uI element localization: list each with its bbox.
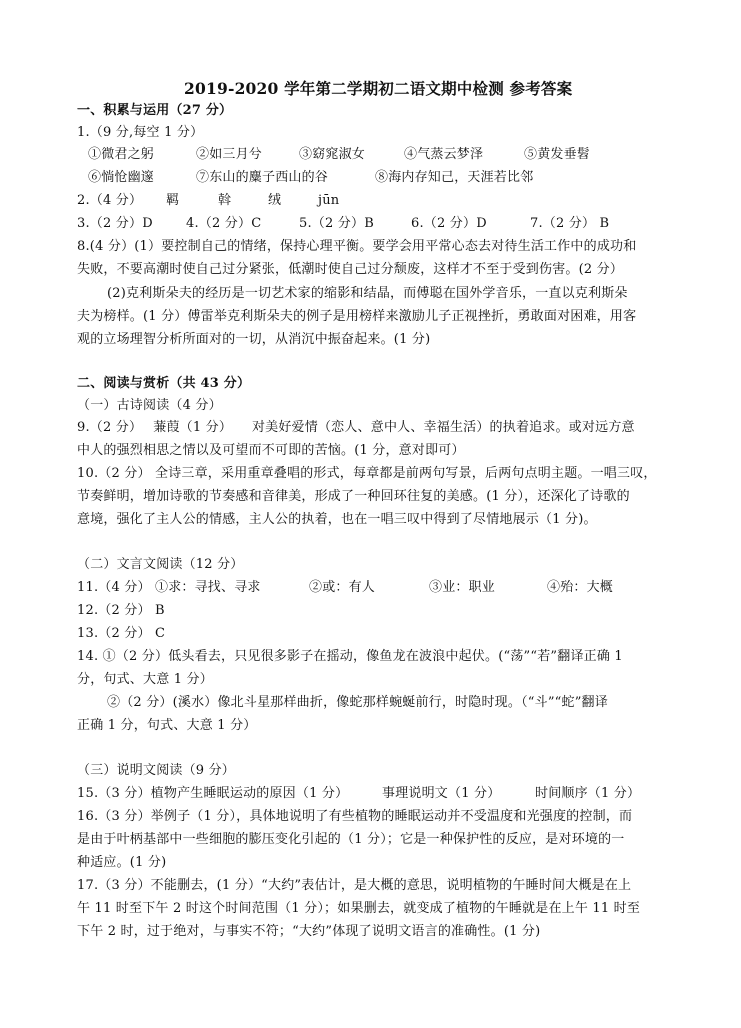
q6-answer: 6.（2 分）D — [411, 216, 487, 231]
q1-answer: ⑤黄发垂髫 — [524, 147, 591, 162]
q5-answer: 5.（2 分）B — [299, 216, 374, 231]
q2-head: 2.（4 分） — [77, 193, 143, 208]
q1-answer: ⑥惝怆幽邃 — [88, 170, 155, 185]
q14-line: ②（2 分）(溪水）像北斗星那样曲折，像蛇那样蜿蜒前行，时隐时现。（“斗”“蛇”翻译 — [107, 695, 608, 710]
q15-answer: 事理说明文（1 分） — [382, 786, 501, 801]
subsection-heading: （二）文言文阅读（12 分） — [77, 557, 244, 572]
subsection-heading: （一）古诗阅读（4 分） — [77, 398, 222, 413]
q2-answer: 羁 — [166, 193, 180, 208]
q9-line: 9.（2 分） 蒹葭（1 分） 对美好爱情（恋人、意中人、幸福生活）的执着追求。或对远方意 — [77, 420, 635, 435]
q4-answer: 4.（2 分）C — [186, 216, 262, 231]
q13-answer: 13.（2 分） C — [77, 626, 166, 641]
q7-answer: 7.（2 分） B — [530, 216, 610, 231]
q11-answer: ②或：有人 — [309, 580, 376, 595]
q1-answer: ②如三月兮 — [196, 147, 263, 162]
q1-answer: ③窈窕淑女 — [299, 147, 366, 162]
q16-line: 种适应。(1 分) — [77, 855, 167, 870]
q8-line: (2)克利斯朵夫的经历是一切艺术家的缩影和结晶，而傅聪在国外学音乐，一直以克利斯朵 — [107, 286, 628, 301]
section-2-heading: 二、阅读与赏析（共 43 分） — [77, 376, 251, 391]
q8-line: 夫为榜样。(1 分）傅雷举克利斯朵夫的例子是用榜样来激励儿子正视挫折，勇敢面对困难，用客 — [77, 309, 637, 324]
q8-line: 观的立场理智分析所面对的一切，从消沉中振奋起来。(1 分) — [77, 332, 431, 347]
q10-line: 意境，强化了主人公的情感，主人公的执着，也在一唱三叹中得到了尽情地展示（1 分)。 — [77, 512, 597, 527]
q11-answer: ④殆：大概 — [547, 580, 614, 595]
q1-answer: ⑦东山的麋子西山的谷 — [196, 170, 329, 185]
q14-line: 14. ①（2 分）低头看去，只见很多影子在摇动，像鱼龙在波浪中起伏。(“荡”“若”翻译正确 1 — [77, 649, 623, 664]
q14-line: 分，句式、大意 1 分） — [77, 672, 213, 687]
q10-line: 节奏鲜明，增加诗歌的节奏感和音律美，形成了一种回环往复的美感。(1 分），还深化了诗歌的 — [77, 489, 630, 504]
q11-answer: ③业：职业 — [429, 580, 496, 595]
q1-answer: ①微君之躬 — [88, 147, 155, 162]
q2-answer: 绒 — [268, 193, 282, 208]
q15-answer: 15.（3 分）植物产生睡眠运动的原因（1 分） — [77, 786, 349, 801]
subsection-heading: （三）说明文阅读（9 分） — [77, 763, 236, 778]
q1-head: 1.（9 分,每空 1 分） — [77, 125, 204, 140]
section-1-heading: 一、积累与运用（27 分） — [77, 103, 233, 118]
q16-line: 16.（3 分）举例子（1 分），具体地说明了有些植物的睡眠运动并不受温度和光强度的控制，而 — [77, 809, 633, 824]
q15-answer: 时间顺序（1 分） — [535, 786, 641, 801]
q3-answer: 3.（2 分）D — [77, 216, 153, 231]
q2-answer: jūn — [318, 193, 340, 208]
q1-answer: ④气蒸云梦泽 — [404, 147, 484, 162]
q9-line: 中人的强烈相思之情以及可望而不可即的苦恼。(1 分，意对即可） — [77, 443, 465, 458]
q17-line: 17.（3 分）不能删去，(1 分）“大约”表估计，是大概的意思，说明植物的午睡时间大概是在上 — [77, 878, 632, 893]
page-title: 2019-2020 学年第二学期初二语文期中检测 参考答案 — [184, 79, 573, 98]
q17-line: 午 11 时至下午 2 时这个时间范围（1 分）；如果删去，就变成了植物的午睡就是在上午 11 时至 — [77, 901, 641, 916]
q17-line: 下午 2 时，过于绝对，与事实不符；“大约”体现了说明文语言的准确性。(1 分) — [77, 924, 541, 939]
q11-answer: 11.（4 分） ①求：寻找、寻求 — [77, 580, 261, 595]
q14-line: 正确 1 分，句式、大意 1 分） — [77, 718, 257, 733]
q8-line: 失败，不要高潮时使自己过分紧张，低潮时使自己过分颓废，这样才不至于受到伤害。(2 分） — [77, 262, 624, 277]
q10-line: 10.（2 分） 全诗三章，采用重章叠唱的形式，每章都是前两句写景，后两句点明主题。一唱三叹， — [77, 466, 657, 481]
q16-line: 是由于叶柄基部中一些细胞的膨压变化引起的（1 分）；它是一种保护性的反应，是对环境的一 — [77, 832, 625, 847]
q1-answer: ⑧海内存知己，天涯若比邻 — [375, 170, 534, 185]
q2-answer: 斡 — [218, 193, 232, 208]
q12-answer: 12.（2 分） B — [77, 603, 165, 618]
q8-line: 8.(4 分）(1）要控制自己的情绪，保持心理平衡。要学会用平常心态去对待生活工作中的成功和 — [77, 239, 637, 254]
